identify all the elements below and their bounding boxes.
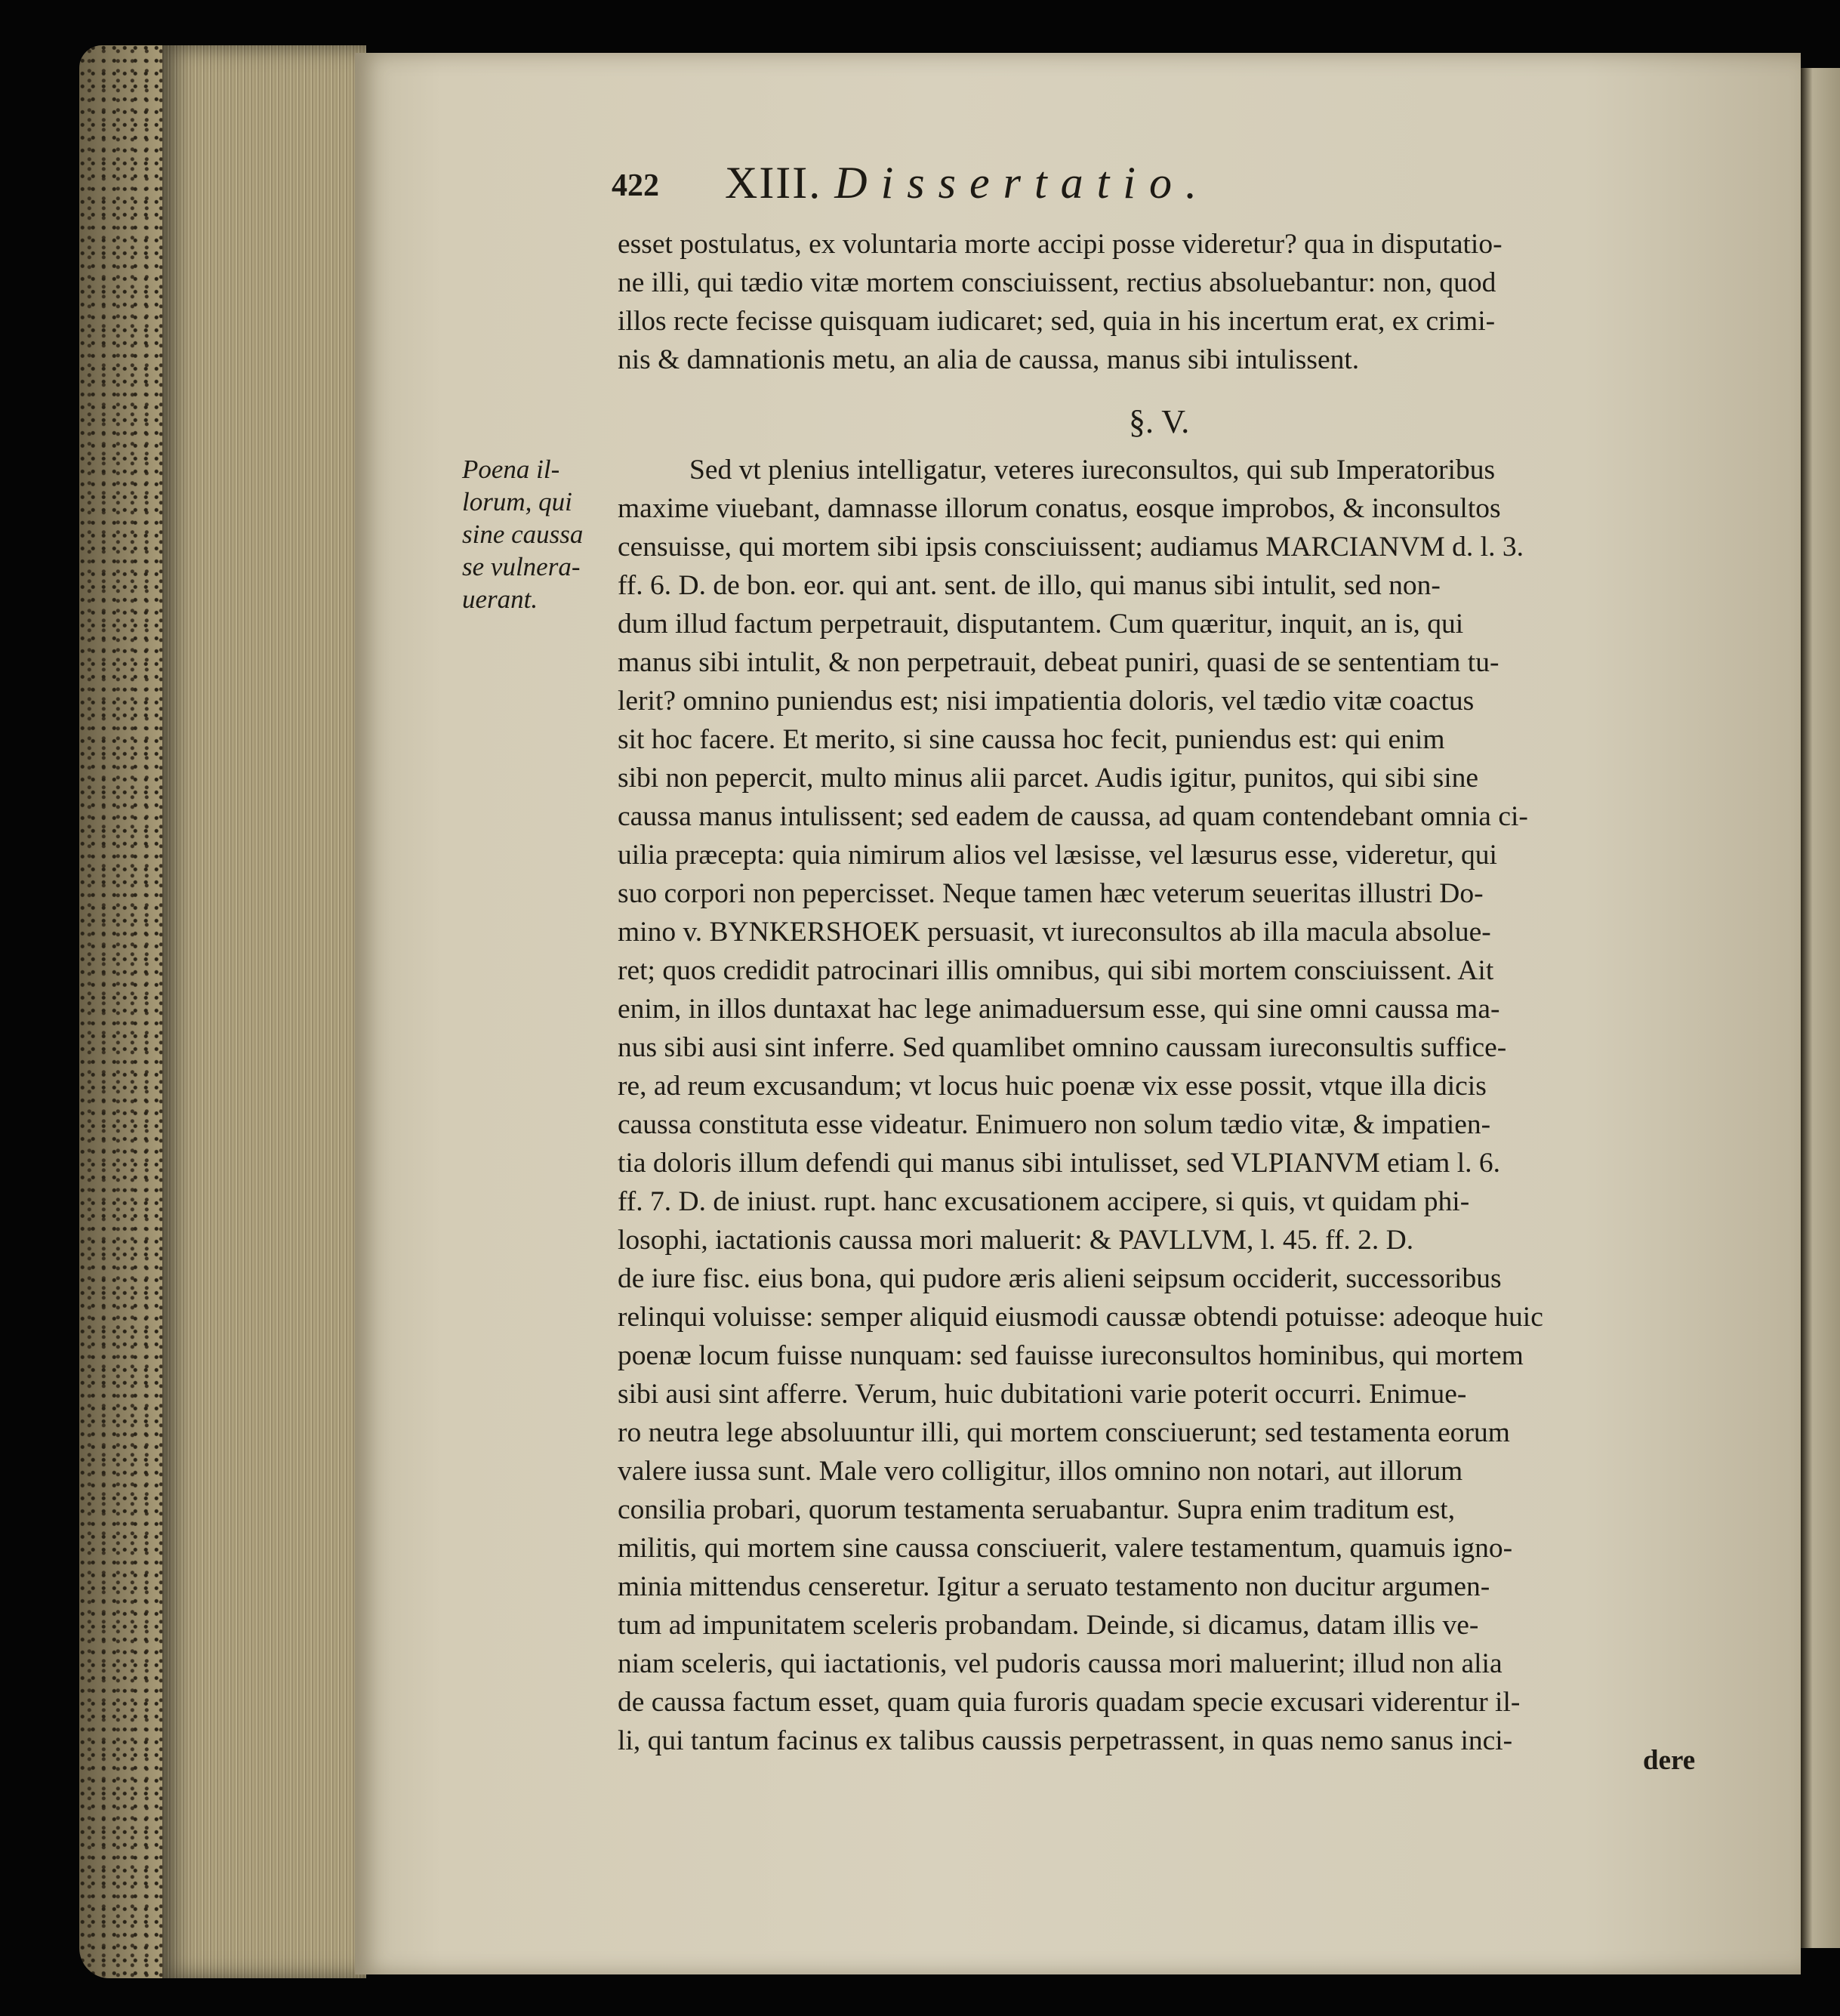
text-line: losophi, iactationis caussa mori maluerit: & PAVLLVM, l. 45. ff. 2. D.	[618, 1225, 1414, 1256]
paragraph-top	[618, 225, 1716, 379]
text-line: militis, qui mortem sine caussa consciuerit, valere testamentum, quamuis igno-	[618, 1533, 1513, 1564]
text-line: niam sceleris, qui iactationis, vel pudoris caussa mori maluerint; illud non alia	[618, 1648, 1503, 1679]
text-line: lerit? omnino puniendus est; nisi impatientia doloris, vel tædio vitæ coactus	[618, 686, 1475, 717]
text-line: consilia probari, quorum testamenta seruabantur. Supra enim traditum est,	[618, 1494, 1456, 1525]
paragraph-main	[618, 452, 1716, 1761]
running-title	[725, 157, 1210, 209]
text-line: ff. 6. D. de bon. eor. qui ant. sent. de illo, qui manus sibi intulit, sed non-	[618, 570, 1441, 601]
text-line: de iure fisc. eius bona, qui pudore æris alieni seipsum occiderit, successoribus	[618, 1263, 1502, 1294]
margin-note-line: uerant.	[462, 584, 538, 614]
text-line: tum ad impunitatem sceleris probandam. Deinde, si dicamus, datam illis ve-	[618, 1610, 1479, 1641]
text-line: li, qui tantum facinus ex talibus caussis perpetrassent, in quas nemo sanus inci-	[618, 1725, 1513, 1756]
text-line: nis & damnationis metu, an alia de caussa, manus sibi intulissent.	[618, 344, 1360, 375]
page-block-edge	[162, 45, 366, 1978]
text-line: dum illud factum perpetrauit, disputantem. Cum quæritur, inquit, an is, qui	[618, 609, 1464, 640]
running-head	[612, 157, 1518, 210]
title-numeral: XIII.	[725, 158, 822, 208]
text-line: ro neutra lege absoluuntur illi, qui mortem consciuerunt; sed testamenta eorum	[618, 1417, 1510, 1448]
page-number: 422	[612, 168, 659, 203]
text-line: valere iussa sunt. Male vero colligitur, illos omnino non notari, aut illorum	[618, 1456, 1463, 1487]
text-line: Sed vt plenius intelligatur, veteres iureconsultos, qui sub Imperatoribus	[689, 455, 1496, 486]
text-line: sibi non pepercit, multo minus alii parcet. Audis igitur, punitos, qui sibi sine	[618, 763, 1479, 794]
text-line: caussa manus intulissent; sed eadem de caussa, ad quam contendebant omnia ci-	[618, 801, 1528, 832]
text-line: nus sibi ausi sint inferre. Sed quamlibet omnino caussam iureconsultis suffice-	[618, 1032, 1507, 1063]
text-line: uilia præcepta: quia nimirum alios vel læsisse, vel læsurus esse, videretur, qui	[618, 840, 1497, 871]
text-line: enim, in illos duntaxat hac lege animaduersum esse, qui sine omni caussa ma-	[618, 994, 1500, 1025]
margin-note-line: sine caussa	[462, 519, 584, 549]
text-line: censuisse, qui mortem sibi ipsis consciuissent; audiamus MARCIANVM d. l. 3.	[618, 532, 1524, 563]
text-line: de caussa factum esset, quam quia furoris quadam specie excusari viderentur il-	[618, 1687, 1521, 1718]
text-line: mino v. BYNKERSHOEK persuasit, vt iureconsultos ab illa macula absolue-	[618, 917, 1491, 948]
section-heading: §. V.	[1129, 403, 1190, 440]
facing-page-edge	[1801, 68, 1840, 1948]
text-line: sit hoc facere. Et merito, si sine caussa hoc fecit, puniendus est: qui enim	[618, 724, 1445, 755]
text-line: tia doloris illum defendi qui manus sibi intulisset, sed VLPIANVM etiam l. 6.	[618, 1148, 1501, 1179]
text-line: ret; quos credidit patrocinari illis omnibus, qui sibi mortem consciuissent. Ait	[618, 955, 1494, 986]
text-line: sibi ausi sint afferre. Verum, huic dubitationi varie poterit occurri. Enimue-	[618, 1379, 1467, 1410]
text-line: caussa constituta esse videatur. Enimuero non solum tædio vitæ, & impatien-	[618, 1109, 1491, 1140]
margin-note-line: lorum, qui	[462, 487, 572, 516]
text-line: ne illi, qui tædio vitæ mortem consciuissent, rectius absoluebantur: non, quod	[618, 267, 1496, 298]
margin-note-line: Poena il-	[462, 455, 560, 484]
catchword: dere	[1643, 1745, 1696, 1776]
text-line: poenæ locum fuisse nunquam: sed fauisse iureconsultos hominibus, qui mortem	[618, 1340, 1524, 1371]
text-line: illos recte fecisse quisquam iudicaret; sed, quia in his incertum erat, ex crimi-	[618, 306, 1496, 337]
text-line: relinqui voluisse: semper aliquid eiusmodi caussæ obtendi potuisse: adeoque huic	[618, 1302, 1543, 1333]
text-line: suo corpori non pepercisset. Neque tamen hæc veterum seueritas illustri Do-	[618, 878, 1484, 909]
text-line: manus sibi intulit, & non perpetrauit, debeat puniri, quasi de se sententiam tu-	[618, 647, 1499, 678]
margin-note	[462, 453, 613, 615]
text-line: esset postulatus, ex voluntaria morte accipi posse videretur? qua in disputatio-	[618, 229, 1503, 260]
book-binding	[79, 45, 162, 1978]
title-word: Dissertatio.	[834, 158, 1210, 208]
text-line: ff. 7. D. de iniust. rupt. hanc excusationem accipere, si quis, vt quidam phi-	[618, 1186, 1470, 1217]
text-line: minia mittendus censeretur. Igitur a seruato testamento non ducitur argumen-	[618, 1571, 1490, 1602]
margin-note-line: se vulnera-	[462, 552, 581, 581]
text-line: maxime viuebant, damnasse illorum conatus, eosque improbos, & inconsultos	[618, 493, 1501, 524]
text-line: re, ad reum excusandum; vt locus huic poenæ vix esse possit, vtque illa dicis	[618, 1071, 1487, 1102]
